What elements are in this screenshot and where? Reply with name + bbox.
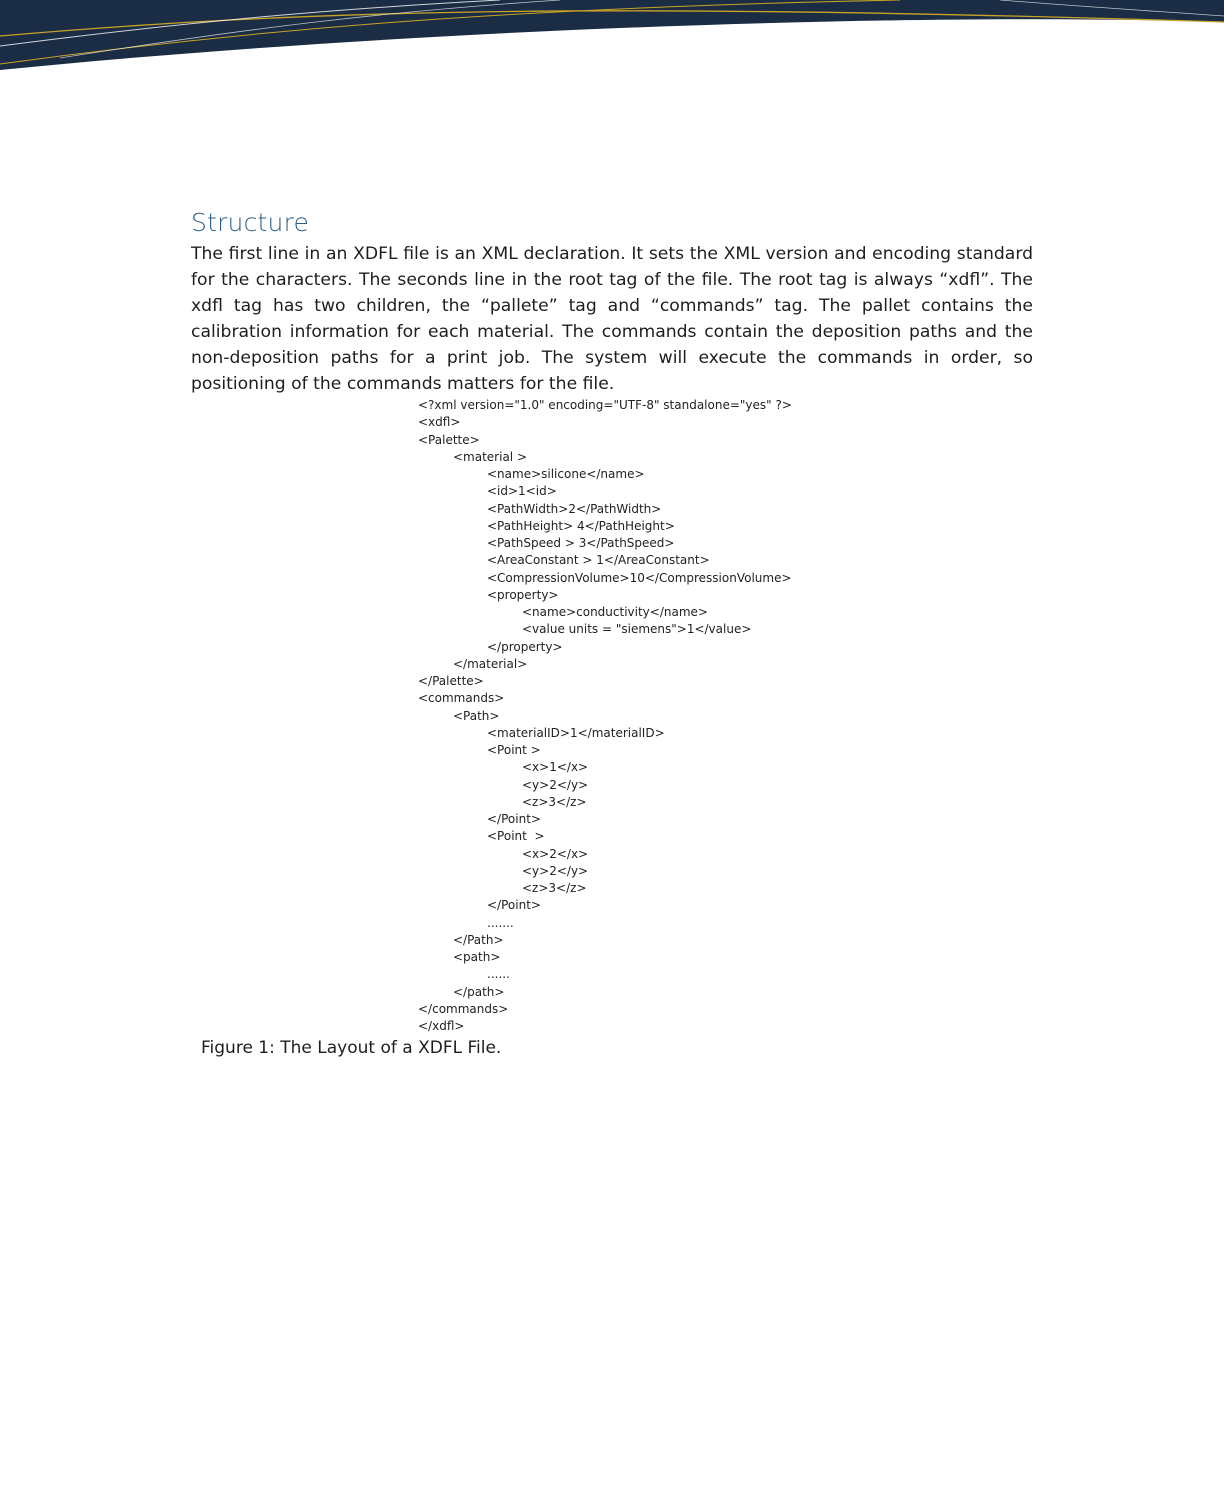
code-line: <z>3</z> — [522, 794, 587, 809]
code-line: <Path> — [453, 708, 500, 723]
code-line: <id>1<id> — [487, 484, 557, 499]
section-heading: Structure — [191, 208, 310, 237]
code-line: <x>2</x> — [522, 846, 589, 861]
code-line: <PathSpeed > 3</PathSpeed> — [487, 536, 675, 550]
code-line: <materialID>1</materialID> — [487, 725, 665, 740]
code-line: <AreaConstant > 1</AreaConstant> — [487, 553, 710, 568]
code-line: <y>2</y> — [522, 777, 589, 792]
code-line: <property> — [487, 587, 559, 602]
code-line: <?xml version="1.0" encoding="UTF-8" standalone="yes" ?> — [418, 398, 792, 412]
code-line: </Point> — [487, 812, 541, 826]
code-line: <path> — [453, 950, 501, 964]
code-line: <name>conductivity</name> — [522, 605, 708, 619]
code-line: </commands> — [418, 1001, 509, 1016]
code-line: <commands> — [418, 691, 505, 706]
code-line: <Point > — [487, 829, 545, 844]
code-line: ....... — [487, 915, 514, 930]
page-content — [191, 208, 1033, 397]
code-line: </Path> — [453, 932, 504, 947]
code-line: <Palette> — [418, 432, 480, 447]
code-line: <x>1</x> — [522, 760, 589, 775]
code-line: <y>2</y> — [522, 863, 589, 878]
header-banner — [0, 0, 1224, 80]
code-line: <PathWidth>2</PathWidth> — [487, 501, 662, 516]
code-line: </property> — [487, 639, 563, 654]
code-line: </Palette> — [418, 674, 484, 688]
code-line: <Point > — [487, 743, 541, 757]
body-paragraph: The first line in an XDFL file is an XML declaration. It sets the XML version and encoding standard for the characters. The seconds line in the root tag of the file. The root tag is always “xdfl”. The xdfl tag has two children, the “pallete” tag and “commands” tag. The pallet contains the calibration information for each material. The commands contain the deposition paths and the non-deposition paths for a print job. The system will execute the commands in order, so positioning of the commands matters for the file. — [191, 244, 1033, 394]
code-line: <z>3</z> — [522, 881, 587, 895]
code-line: ...... — [487, 967, 510, 982]
xdfl-code-block — [418, 397, 792, 1035]
code-line: </xdfl> — [418, 1019, 465, 1033]
code-line: </path> — [453, 984, 505, 999]
code-line: <name>silicone</name> — [487, 467, 645, 481]
code-line: </Point> — [487, 898, 541, 913]
figure-caption: Figure 1: The Layout of a XDFL File. — [201, 1038, 502, 1058]
code-line: <xdfl> — [418, 415, 461, 430]
code-line: <PathHeight> 4</PathHeight> — [487, 518, 675, 533]
code-line: <CompressionVolume>10</CompressionVolume> — [487, 570, 792, 585]
code-line: </material> — [453, 656, 528, 671]
code-line: <value units = "siemens">1</value> — [522, 622, 752, 637]
code-line: <material > — [453, 449, 528, 464]
